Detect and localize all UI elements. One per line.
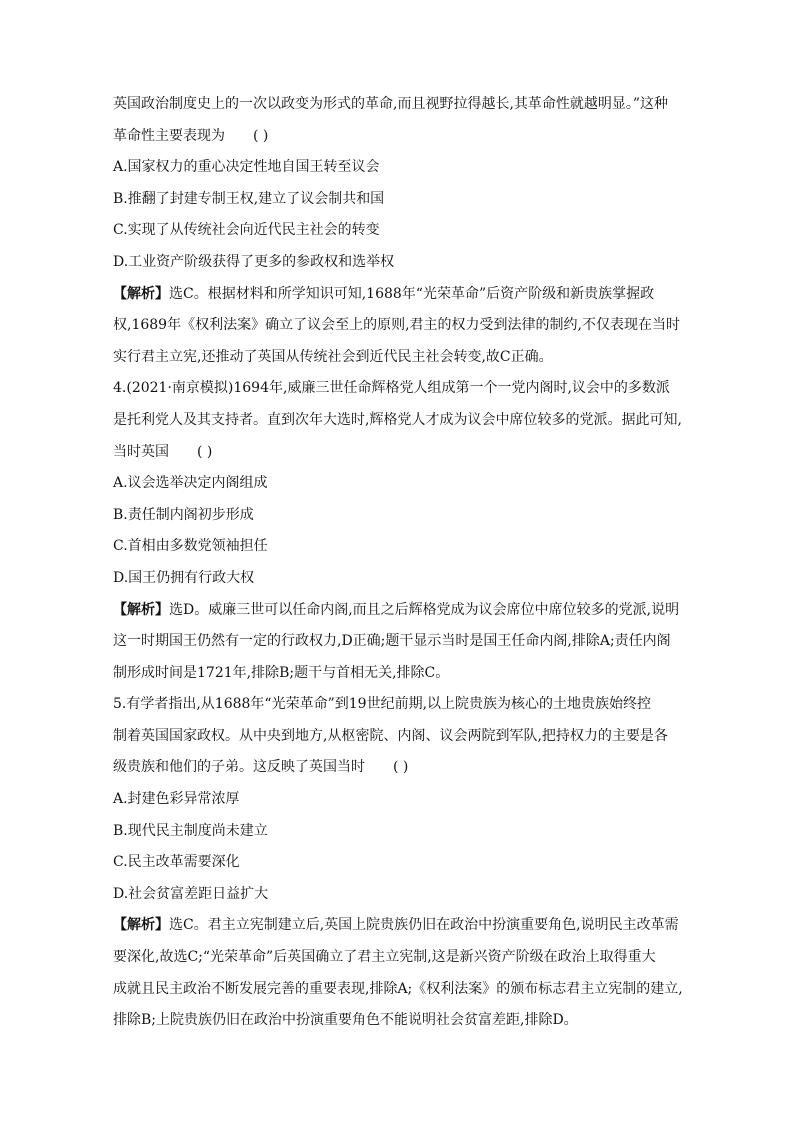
q4-analysis-label: 【解析】 [113,601,169,618]
q3-option-b: B.推翻了封建专制王权,建立了议会制共和国 [113,190,385,207]
q5-answer-blank: ( ) [393,759,409,776]
q4-analysis-line-1 [113,602,683,618]
q4-stem-line-2: 是托利党人及其支持者。直到次年大选时,辉格党人才成为议会中席位较多的党派。据此可知, [113,411,682,428]
q5-analysis-line-2: 要深化,故选C;“光荣革命”后英国确立了君主立宪制,这是新兴资产阶级在政治上取得重大 [113,949,656,966]
q3-analysis-line-1 [113,286,683,302]
q5-analysis-line-1 [113,917,683,933]
q4-option-c: C.首相由多数党领袖担任 [113,538,268,555]
q3-option-a: A.国家权力的重心决定性地自国王转至议会 [113,159,380,176]
q4-stem-line-3 [113,444,683,460]
q5-analysis-line-3: 成就且民主政治不断发展完善的重要表现,排除A;《权利法案》的颁布标志君主立宪制的建立, [113,980,683,997]
q3-analysis-text: 选C。根据材料和所学知识可知,1688年“光荣革命”后资产阶级和新贵族掌握政 [169,285,655,302]
q5-stem-line-3 [113,759,683,775]
q5-analysis-label: 【解析】 [113,917,169,934]
q4-option-b: B.责任制内阁初步形成 [113,506,254,523]
q5-option-d: D.社会贫富差距日益扩大 [113,885,269,902]
q4-option-a: A.议会选举决定内阁组成 [113,475,268,492]
q5-option-b: B.现代民主制度尚未建立 [113,822,268,839]
document-page [113,96,683,1044]
q4-analysis-text: 选D。威廉三世可以任命内阁,而且之后辉格党成为议会席位中席位较多的党派,说明 [169,601,680,618]
q3-analysis-label: 【解析】 [113,285,169,302]
q4-option-d: D.国王仍拥有行政大权 [113,569,255,586]
q4-analysis-line-3: 制形成时间是1721年,排除B;题干与首相无关,排除C。 [113,664,450,681]
q3-answer-blank: ( ) [253,127,269,144]
q4-analysis-line-2: 这一时期国王仍然有一定的行政权力,D正确;题干显示当时是国王任命内阁,排除A;责任内阁 [113,633,671,650]
q3-option-d: D.工业资产阶级获得了更多的参政权和选举权 [113,253,395,270]
q5-stem-text: 级贵族和他们的子弟。这反映了英国当时 [113,759,365,776]
q3-analysis-line-2: 权,1689年《权利法案》确立了议会至上的原则,君主的权力受到法律的制约,不仅表现在当时 [113,317,680,334]
q3-stem-line-1: 英国政治制度史上的一次以政变为形式的革命,而且视野拉得越长,其革命性就越明显。”这种 [113,96,669,112]
q3-stem-line-2 [113,128,683,144]
q3-stem-text: 革命性主要表现为 [113,127,225,144]
q5-analysis-line-4: 排除B;上院贵族仍旧在政治中扮演重要角色不能说明社会贫富差距,排除D。 [113,1012,578,1029]
q3-option-c: C.实现了从传统社会向近代民主社会的转变 [113,222,380,239]
q5-stem-line-2: 制着英国国家政权。从中央到地方,从枢密院、内阁、议会两院到军队,把持权力的主要是各 [113,727,668,744]
q4-stem-text: 当时英国 [113,443,169,460]
q5-stem-line-1: 5.有学者指出,从1688年“光荣革命”到19世纪前期,以上院贵族为核心的土地贵族始终控 [113,696,652,713]
q5-analysis-text: 选C。君主立宪制建立后,英国上院贵族仍旧在政治中扮演重要角色,说明民主改革需 [169,917,679,934]
q3-analysis-line-3: 实行君主立宪,还推动了英国从传统社会到近代民主社会转变,故C正确。 [113,348,553,365]
q4-stem-line-1: 4.(2021·南京模拟)1694年,威廉三世任命辉格党人组成第一个一党内阁时,议会中的多数派 [113,380,670,397]
q4-answer-blank: ( ) [197,443,213,460]
q5-option-c: C.民主改革需要深化 [113,854,240,871]
q5-option-a: A.封建色彩异常浓厚 [113,791,240,808]
